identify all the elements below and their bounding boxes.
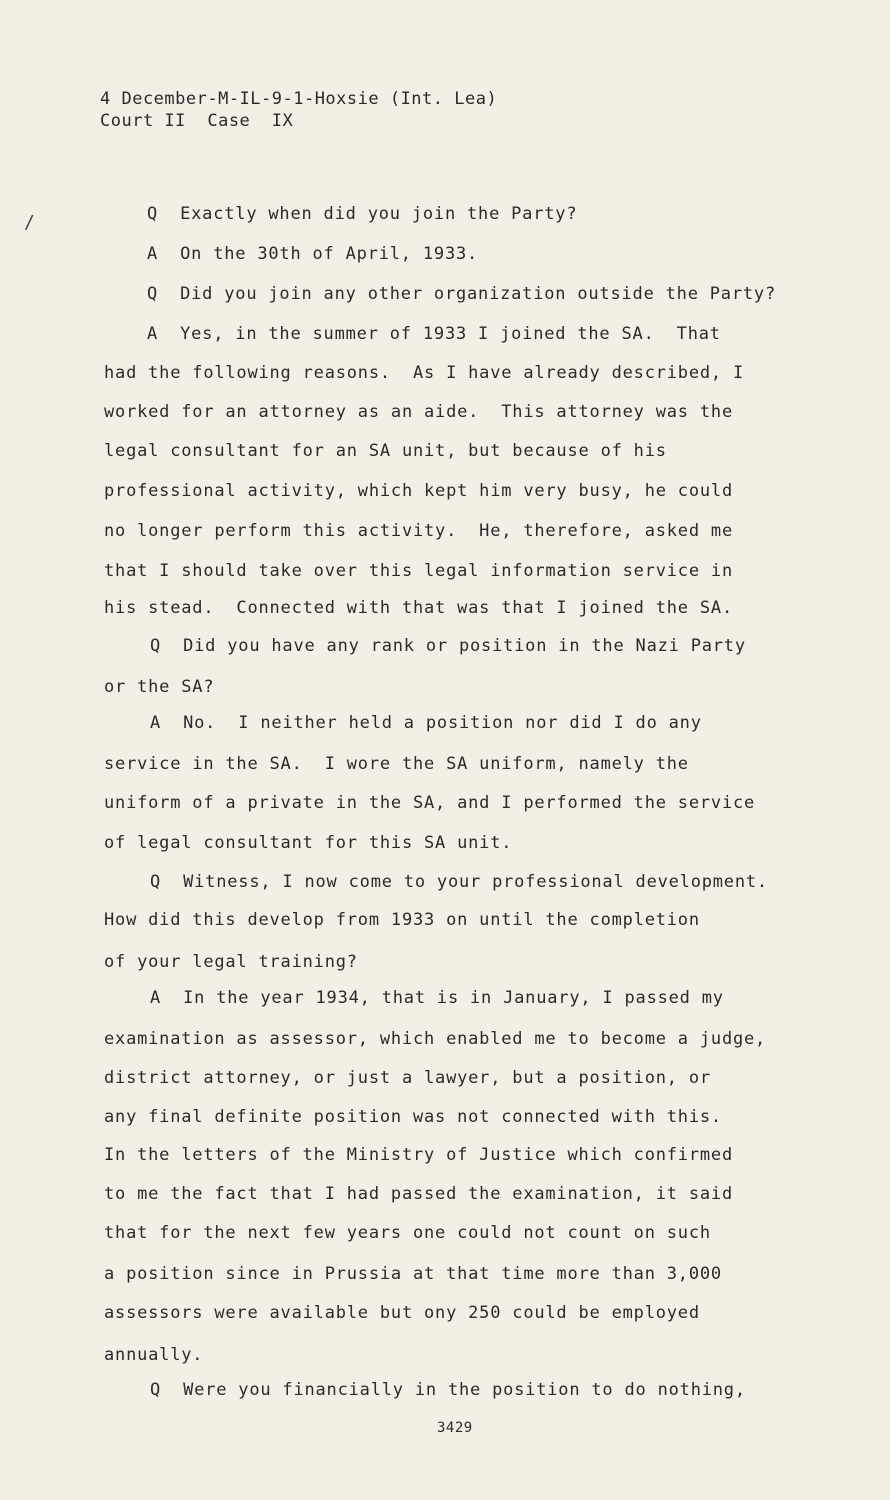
transcript-line: that for the next few years one could not count on such [104, 1223, 711, 1243]
transcript-line: In the letters of the Ministry of Justice which confirmed [104, 1145, 733, 1165]
page-number: 3429 [437, 1420, 473, 1436]
transcript-line: of your legal training? [104, 952, 358, 972]
transcript-line: to me the fact that I had passed the examination, it said [104, 1184, 733, 1204]
transcript-line: Q Exactly when did you join the Party? [147, 204, 578, 224]
transcript-line: that I should take over this legal information service in [104, 561, 733, 581]
transcript-line: How did this develop from 1933 on until the completion [104, 910, 700, 930]
transcript-line: worked for an attorney as an aide. This attorney was the [104, 402, 733, 422]
transcript-line: annually. [104, 1345, 204, 1365]
transcript-line: uniform of a private in the SA, and I performed the service [104, 793, 756, 813]
header-line-1: 4 December-M-IL-9-1-Hoxsie (Int. Lea) [100, 89, 498, 109]
transcript-line: A In the year 1934, that is in January, I passed my [150, 988, 724, 1008]
transcript-line: professional activity, which kept him very busy, he could [104, 481, 733, 501]
transcript-line: no longer perform this activity. He, therefore, asked me [104, 521, 733, 541]
transcript-line: district attorney, or just a lawyer, but a position, or [104, 1068, 711, 1088]
header-line-2: Court II Case IX [100, 111, 294, 131]
transcript-line: assessors were available but ony 250 could be employed [104, 1303, 700, 1323]
document-header [100, 88, 497, 132]
transcript-line: a position since in Prussia at that time more than 3,000 [104, 1264, 722, 1284]
transcript-line: service in the SA. I wore the SA uniform, namely the [104, 754, 689, 774]
margin-mark: / [24, 212, 35, 233]
transcript-line: Q Did you join any other organization outside the Party? [147, 284, 776, 304]
transcript-line: had the following reasons. As I have already described, I [104, 363, 745, 383]
transcript-line: Q Were you financially in the position to do nothing, [150, 1380, 746, 1400]
transcript-line: legal consultant for an SA unit, but because of his [104, 441, 667, 461]
transcript-line: Q Did you have any rank or position in the Nazi Party [150, 636, 746, 656]
transcript-line: examination as assessor, which enabled me to become a judge, [104, 1029, 767, 1049]
transcript-line: A On the 30th of April, 1933. [147, 244, 479, 264]
transcript-line: A No. I neither held a position nor did I do any [150, 713, 702, 733]
transcript-line: A Yes, in the summer of 1933 I joined the SA. That [147, 324, 721, 344]
transcript-line: any final definite position was not connected with this. [104, 1107, 722, 1127]
transcript-line: his stead. Connected with that was that I joined the SA. [104, 598, 733, 618]
transcript-line: Q Witness, I now come to your professional development. [150, 872, 768, 892]
transcript-line: of legal consultant for this SA unit. [104, 833, 513, 853]
transcript-line: or the SA? [104, 677, 215, 697]
